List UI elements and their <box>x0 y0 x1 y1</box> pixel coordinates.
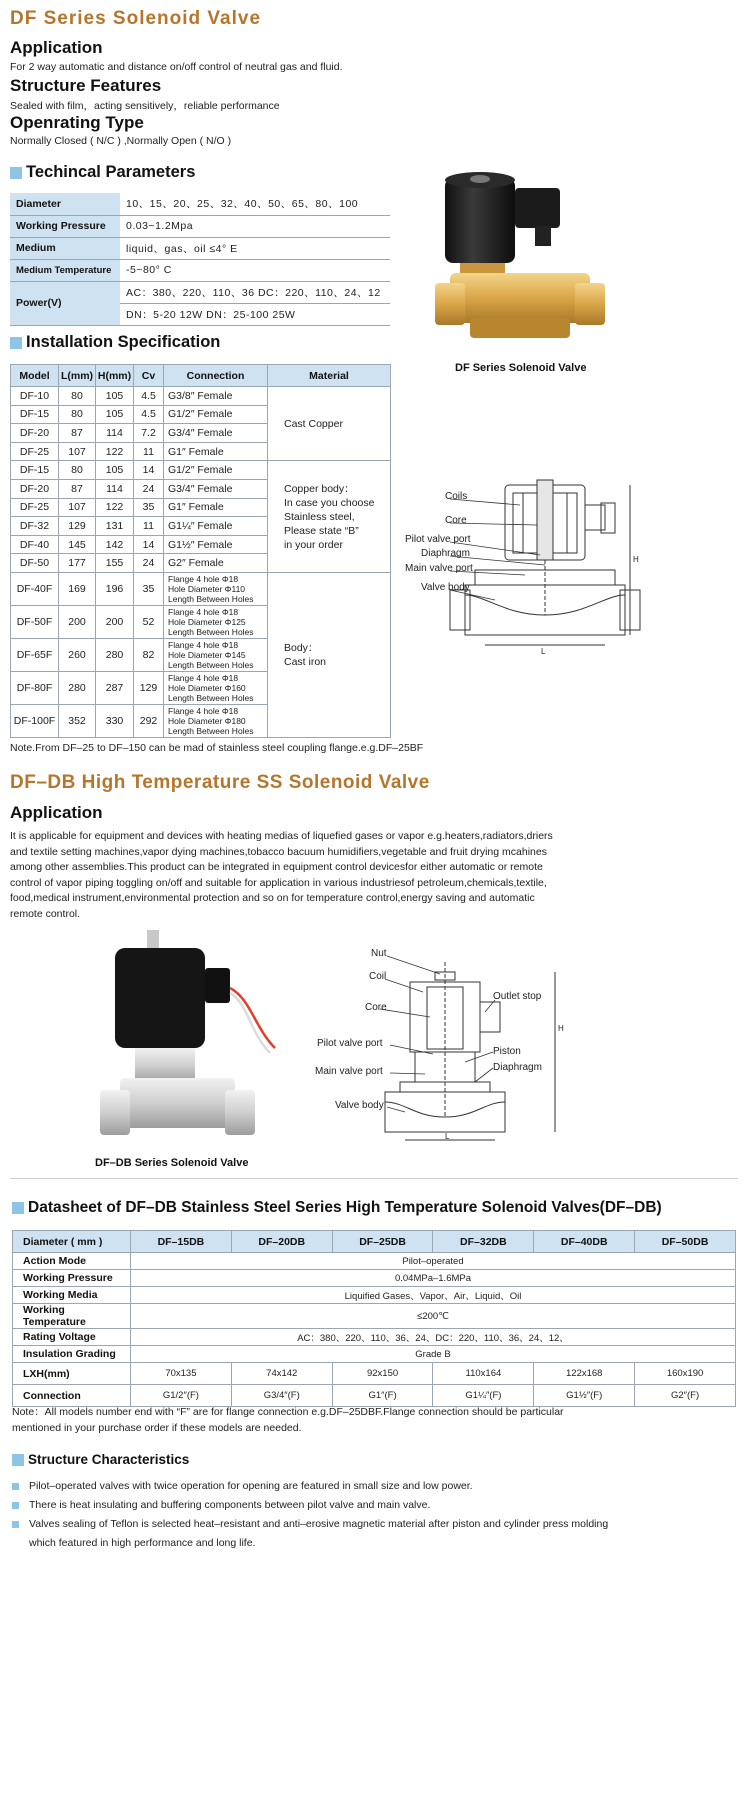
db-cross-section-diagram <box>315 942 605 1147</box>
db-app-paragraph: It is applicable for equipment and devices with heating medias of liquefied gases or vapor e.g.heaters,radiators,driers and textile setting machines,vapor dying machines,tobacco bacuum humidifiers,vegetable and fruit drying mcahines among other assemblies.This product can be integrated in equipment control devicesfor either automatic or remote control of vapor piping toggling on/off and suitable for application in various industriesof petroleum,chemicals,textile, food,medical instrument,environmental protection and so on for temperature control,energy saving and automatic remote control. <box>10 830 553 920</box>
row-value: AC：380、220、110、36、24、DC：220、110、36、24、12、 <box>131 1329 736 1346</box>
operating-text: Normally Closed ( N/C ) ,Normally Open ( N/O ) <box>10 135 232 147</box>
col-header: Model <box>11 365 59 387</box>
cell-model: DF-65F <box>11 638 59 671</box>
tech-table <box>10 193 390 326</box>
install-note: Note.From DF–25 to DF–150 can be mad of stainless steel coupling flange.e.g.DF–25BF <box>10 742 424 754</box>
cell-connection: G3/4″ Female <box>164 479 268 498</box>
cell-model: DF-50 <box>11 554 59 573</box>
table-row <box>11 461 391 480</box>
cell-model: DF-25 <box>11 442 59 461</box>
cell-material <box>268 461 391 573</box>
row-label: Action Mode <box>13 1253 131 1270</box>
row-value: 92x150 <box>332 1363 433 1385</box>
cell-cv: 7.2 <box>134 424 164 443</box>
param-label: Working Pressure <box>10 215 120 237</box>
cell-l: 145 <box>59 535 96 554</box>
param-value: liquid、gas、oil ≤4° E <box>120 237 390 259</box>
diagram-label-valve-body: Valve body <box>421 582 470 593</box>
diagram-label-core: Core <box>365 1002 387 1013</box>
cell-cv: 35 <box>134 498 164 517</box>
cell-model: DF-40F <box>11 572 59 605</box>
diagram-label-pilot-port: Pilot valve port <box>317 1038 383 1049</box>
cell-connection: Flange 4 hole Φ18 Hole Diameter Φ160 Length Between Holes <box>164 671 268 704</box>
cell-connection: G3/4″ Female <box>164 424 268 443</box>
col-header: DF–40DB <box>534 1231 635 1253</box>
cell-connection: G1¼″ Female <box>164 517 268 536</box>
cell-cv: 14 <box>134 461 164 480</box>
cell-material <box>268 572 391 737</box>
install-heading-label: Installation Specification <box>26 333 221 351</box>
cell-cv: 4.5 <box>134 387 164 406</box>
cell-connection: G1/2″ Female <box>164 405 268 424</box>
row-value: G1″(F) <box>332 1385 433 1407</box>
valve-cross-section-diagram <box>405 475 645 675</box>
dimension-h: H <box>633 555 639 564</box>
cell-l: 177 <box>59 554 96 573</box>
material-line: In case you choose <box>284 496 375 509</box>
cell-l: 129 <box>59 517 96 536</box>
cross-section-drawing <box>405 475 645 675</box>
row-value: ≤200℃ <box>131 1304 736 1329</box>
col-header: Cv <box>134 365 164 387</box>
cell-model: DF-50F <box>11 605 59 638</box>
row-label: Working Media <box>13 1287 131 1304</box>
param-label: Medium <box>10 237 120 259</box>
col-header: DF–50DB <box>635 1231 736 1253</box>
row-label: Connection <box>13 1385 131 1407</box>
cell-h: 122 <box>96 442 134 461</box>
param-label: Power(V) <box>10 281 120 325</box>
col-header: L(mm) <box>59 365 96 387</box>
cell-model: DF-40 <box>11 535 59 554</box>
row-value: 110x164 <box>433 1363 534 1385</box>
cell-connection: G1″ Female <box>164 442 268 461</box>
cell-cv: 292 <box>134 704 164 737</box>
cell-cv: 35 <box>134 572 164 605</box>
cell-connection: Flange 4 hole Φ18 Hole Diameter Φ180 Length Between Holes <box>164 704 268 737</box>
cell-l: 107 <box>59 442 96 461</box>
table-row <box>10 259 390 281</box>
material-line: Copper body： <box>284 482 355 495</box>
material-line: Stainless steel, <box>284 510 355 523</box>
table-row <box>13 1346 736 1363</box>
table-row <box>10 193 390 215</box>
col-header: H(mm) <box>96 365 134 387</box>
col-header: Material <box>268 365 391 387</box>
row-value: G3/4″(F) <box>231 1385 332 1407</box>
row-value: G1/2″(F) <box>131 1385 232 1407</box>
cell-l: 87 <box>59 479 96 498</box>
cell-cv: 11 <box>134 517 164 536</box>
cell-l: 280 <box>59 671 96 704</box>
cell-l: 107 <box>59 498 96 517</box>
diagram-label-diaphragm: Diaphragm <box>493 1062 542 1073</box>
diagram-label-pilot-port: Pilot valve port <box>405 534 471 545</box>
param-value: AC：380、220、110、36 DC：220、110、24、12 <box>120 281 390 303</box>
diagram-label-piston: Piston <box>493 1046 521 1057</box>
divider <box>10 1178 738 1179</box>
material-line: Cast iron <box>284 655 327 668</box>
tech-heading <box>10 163 195 182</box>
row-label: Working Temperature <box>13 1304 131 1329</box>
material-line: in your order <box>284 538 343 551</box>
cell-h: 114 <box>96 479 134 498</box>
install-heading <box>10 333 220 352</box>
cell-h: 105 <box>96 405 134 424</box>
cell-connection: Flange 4 hole Φ18 Hole Diameter Φ125 Length Between Holes <box>164 605 268 638</box>
cell-connection: G1/2″ Female <box>164 461 268 480</box>
row-value: 0.04MPa–1.6MPa <box>131 1270 736 1287</box>
section-marker-icon <box>12 1202 24 1214</box>
cell-l: 260 <box>59 638 96 671</box>
cell-model: DF-20 <box>11 479 59 498</box>
characteristics-list <box>12 1477 740 1553</box>
datasheet-table <box>12 1230 736 1407</box>
datasheet-heading <box>12 1199 662 1217</box>
diagram-label-main-port: Main valve port <box>315 1066 383 1077</box>
datasheet-note: Note：All models number end with “F” are for flange connection e.g.DF–25DBF.Flange connection should be particular mentioned in your purchase order if these models are needed. <box>12 1406 564 1434</box>
row-value: G1¼″(F) <box>433 1385 534 1407</box>
row-label: Working Pressure <box>13 1270 131 1287</box>
cell-cv: 11 <box>134 442 164 461</box>
table-row <box>10 281 390 303</box>
row-value: Grade B <box>131 1346 736 1363</box>
cell-connection: G3/8″ Female <box>164 387 268 406</box>
col-header: DF–25DB <box>332 1231 433 1253</box>
cell-h: 105 <box>96 461 134 480</box>
cell-h: 196 <box>96 572 134 605</box>
cell-model: DF-80F <box>11 671 59 704</box>
param-value: -5~80° C <box>120 259 390 281</box>
cell-cv: 24 <box>134 554 164 573</box>
cell-connection: G2″ Female <box>164 554 268 573</box>
cell-h: 142 <box>96 535 134 554</box>
row-label: Insulation Grading <box>13 1346 131 1363</box>
table-row <box>13 1329 736 1346</box>
cell-material: Cast Copper <box>268 387 391 461</box>
bullet-icon <box>12 1483 19 1490</box>
cell-model: DF-32 <box>11 517 59 536</box>
cell-l: 80 <box>59 387 96 406</box>
cell-h: 131 <box>96 517 134 536</box>
row-value: 160x190 <box>635 1363 736 1385</box>
operating-heading: Openrating Type <box>10 113 144 132</box>
cell-l: 169 <box>59 572 96 605</box>
table-row <box>13 1253 736 1270</box>
cell-l: 352 <box>59 704 96 737</box>
cell-l: 87 <box>59 424 96 443</box>
cell-model: DF-100F <box>11 704 59 737</box>
characteristics-heading-label: Structure Characteristics <box>28 1452 190 1467</box>
table-row <box>13 1270 736 1287</box>
section-marker-icon <box>12 1454 24 1466</box>
row-value: 70x135 <box>131 1363 232 1385</box>
cell-model: DF-15 <box>11 461 59 480</box>
cell-l: 80 <box>59 461 96 480</box>
cell-cv: 129 <box>134 671 164 704</box>
diagram-label-coils: Coils <box>445 491 468 502</box>
table-row <box>10 237 390 259</box>
dimension-h: H <box>558 1024 564 1033</box>
cell-model: DF-20 <box>11 424 59 443</box>
param-label: Medium Temperature <box>10 259 120 281</box>
cell-connection: G1½″ Female <box>164 535 268 554</box>
row-value: Pilot–operated <box>131 1253 736 1270</box>
col-header: DF–32DB <box>433 1231 534 1253</box>
cell-cv: 4.5 <box>134 405 164 424</box>
row-label: Rating Voltage <box>13 1329 131 1346</box>
row-value: 74x142 <box>231 1363 332 1385</box>
table-row <box>11 572 391 605</box>
db-app-heading: Application <box>10 803 103 822</box>
page-title: DF Series Solenoid Valve <box>10 8 262 29</box>
bullet-icon <box>12 1502 19 1509</box>
param-label: Diameter <box>10 193 120 215</box>
cell-cv: 52 <box>134 605 164 638</box>
param-value: 10、15、20、25、32、40、50、65、80、100 <box>120 193 390 215</box>
cell-h: 287 <box>96 671 134 704</box>
structure-text: Sealed with film，acting sensitively，reliable performance <box>10 100 280 112</box>
col-header: Connection <box>164 365 268 387</box>
bullet-icon <box>12 1521 19 1528</box>
cell-connection: Flange 4 hole Φ18 Hole Diameter Φ110 Length Between Holes <box>164 572 268 605</box>
cell-connection: Flange 4 hole Φ18 Hole Diameter Φ145 Length Between Holes <box>164 638 268 671</box>
param-value: 0.03~1.2Mpa <box>120 215 390 237</box>
db-title: DF–DB High Temperature SS Solenoid Valve <box>10 772 430 793</box>
cell-model: DF-25 <box>11 498 59 517</box>
row-value: G1½″(F) <box>534 1385 635 1407</box>
col-header: DF–15DB <box>131 1231 232 1253</box>
section-marker-icon <box>10 337 22 349</box>
cell-cv: 14 <box>134 535 164 554</box>
cell-cv: 24 <box>134 479 164 498</box>
cell-h: 280 <box>96 638 134 671</box>
material-line: Please state “B” <box>284 524 359 537</box>
cell-h: 105 <box>96 387 134 406</box>
cell-l: 200 <box>59 605 96 638</box>
diagram-label-valve-body: Valve body <box>335 1100 384 1111</box>
cell-h: 330 <box>96 704 134 737</box>
photo1-caption: DF Series Solenoid Valve <box>455 362 587 374</box>
tech-heading-label: Techincal Parameters <box>26 163 196 181</box>
col-header: Diameter ( mm ) <box>13 1231 131 1253</box>
diagram-label-outlet-stop: Outlet stop <box>493 991 542 1002</box>
table-row <box>13 1287 736 1304</box>
row-value: Liquified Gases、Vapor、Air、Liquid、Oil <box>131 1287 736 1304</box>
cell-model: DF-10 <box>11 387 59 406</box>
diagram-label-diaphragm: Diaphragm <box>421 548 470 559</box>
diagram-label-main-port: Main valve port <box>405 563 473 574</box>
table-row <box>13 1385 736 1407</box>
list-item: There is heat insulating and buffering components between pilot valve and main valve. <box>12 1496 740 1515</box>
cell-h: 122 <box>96 498 134 517</box>
diagram-label-core: Core <box>445 515 467 526</box>
table-header-row <box>13 1231 736 1253</box>
table-row <box>13 1363 736 1385</box>
cell-l: 80 <box>59 405 96 424</box>
dimension-l: L <box>445 1132 450 1141</box>
diagram-label-coil: Coil <box>369 971 387 982</box>
table-row <box>11 387 391 406</box>
db-photo-caption: DF–DB Series Solenoid Valve <box>95 1157 249 1169</box>
row-label: LXH(mm) <box>13 1363 131 1385</box>
datasheet-heading-label: Datasheet of DF–DB Stainless Steel Series High Temperature Solenoid Valves(DF–DB) <box>28 1199 662 1216</box>
characteristics-heading <box>12 1452 189 1467</box>
cell-h: 114 <box>96 424 134 443</box>
install-table <box>10 364 391 738</box>
application-heading: Application <box>10 38 103 57</box>
cell-h: 200 <box>96 605 134 638</box>
material-line: Body： <box>284 641 319 654</box>
ss-valve-photo <box>95 928 295 1148</box>
param-value: DN：5-20 12W DN：25-100 25W <box>120 303 390 325</box>
row-value: G2″(F) <box>635 1385 736 1407</box>
section-marker-icon <box>10 167 22 179</box>
list-item: Pilot–operated valves with twice operation for opening are featured in small size and low power. <box>12 1477 740 1496</box>
diagram-label-nut: Nut <box>371 948 387 959</box>
list-item: Valves sealing of Teflon is selected heat–resistant and anti–erosive magnetic material after piston and cylinder press molding which featured in high performance and long life. <box>12 1515 740 1553</box>
cell-connection: G1″ Female <box>164 498 268 517</box>
row-value: 122x168 <box>534 1363 635 1385</box>
structure-heading: Structure Features <box>10 76 162 95</box>
col-header: DF–20DB <box>231 1231 332 1253</box>
brass-valve-photo <box>430 168 610 353</box>
cell-cv: 82 <box>134 638 164 671</box>
application-text: For 2 way automatic and distance on/off control of neutral gas and fluid. <box>10 61 343 73</box>
dimension-l: L <box>541 647 546 656</box>
cell-h: 155 <box>96 554 134 573</box>
cell-model: DF-15 <box>11 405 59 424</box>
table-row <box>13 1304 736 1329</box>
table-row <box>10 215 390 237</box>
